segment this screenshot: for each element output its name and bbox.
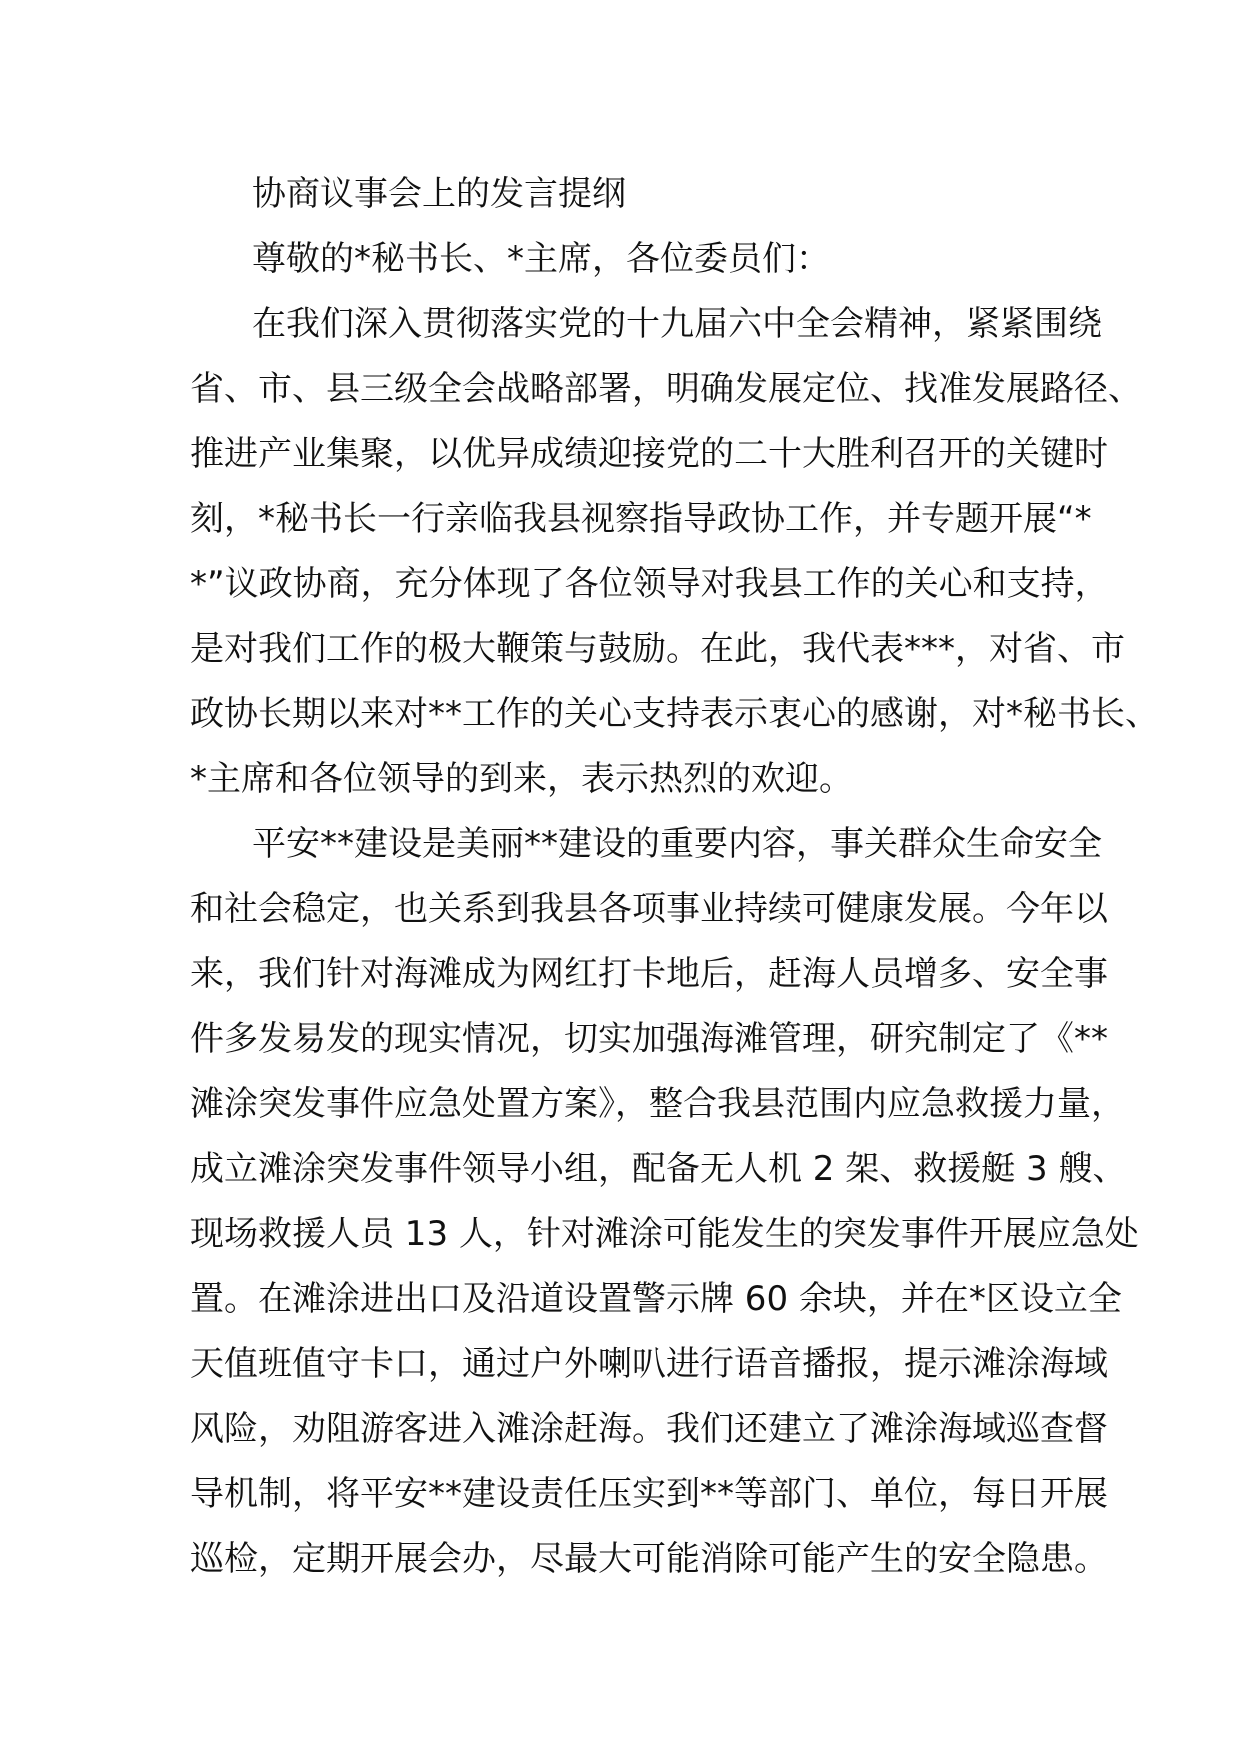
document-title: 协商议事会上的发言提纲	[252, 174, 626, 214]
paragraph-line: 在我们深入贯彻落实党的十九届六中全会精神，紧紧围绕	[252, 304, 1102, 344]
paragraph-line: 平安**建设是美丽**建设的重要内容，事关群众生命安全	[252, 824, 1102, 864]
paragraph-1	[190, 292, 1159, 812]
paragraph-line: 导机制，将平安**建设责任压实到**等部门、单位，每日开展	[190, 1474, 1108, 1514]
paragraph-line: 件多发易发的现实情况，切实加强海滩管理，研究制定了《**	[190, 1019, 1108, 1059]
paragraph-line: 风险，劝阻游客进入滩涂赶海。我们还建立了滩涂海域巡查督	[190, 1409, 1108, 1449]
paragraph-line: 现场救援人员 13 人，针对滩涂可能发生的突发事件开展应急处	[190, 1214, 1139, 1254]
paragraph-line: 成立滩涂突发事件领导小组，配备无人机 2 架、救援艇 3 艘、	[190, 1149, 1127, 1189]
paragraph-line: 省、市、县三级全会战略部署，明确发展定位、找准发展路径、	[190, 369, 1142, 409]
paragraph-line: 来，我们针对海滩成为网红打卡地后，赶海人员增多、安全事	[190, 954, 1108, 994]
paragraph-line: 滩涂突发事件应急处置方案》，整合我县范围内应急救援力量，	[190, 1084, 1125, 1124]
paragraph-line: 是对我们工作的极大鞭策与鼓励。在此，我代表***，对省、市	[190, 629, 1125, 669]
paragraph-line: 置。在滩涂进出口及沿道设置警示牌 60 余块，并在*区设立全	[190, 1279, 1122, 1319]
paragraph-line: 巡检，定期开展会办，尽最大可能消除可能产生的安全隐患。	[190, 1539, 1108, 1579]
paragraph-line: 推进产业集聚，以优异成绩迎接党的二十大胜利召开的关键时	[190, 434, 1108, 474]
paragraph-line: 天值班值守卡口，通过户外喇叭进行语音播报，提示滩涂海域	[190, 1344, 1108, 1384]
paragraph-line: 政协长期以来对**工作的关心支持表示衷心的感谢，对*秘书长、	[190, 694, 1159, 734]
paragraph-line: 刻，*秘书长一行亲临我县视察指导政协工作，并专题开展“*	[190, 499, 1092, 539]
paragraph-line: *”议政协商，充分体现了各位领导对我县工作的关心和支持，	[190, 564, 1109, 604]
paragraph-line: *主席和各位领导的到来，表示热烈的欢迎。	[190, 759, 853, 799]
paragraph-line: 和社会稳定，也关系到我县各项事业持续可健康发展。今年以	[190, 889, 1108, 929]
document-body	[190, 162, 1159, 1592]
salutation: 尊敬的*秘书长、*主席，各位委员们：	[252, 239, 830, 279]
paragraph-2	[190, 812, 1139, 1592]
